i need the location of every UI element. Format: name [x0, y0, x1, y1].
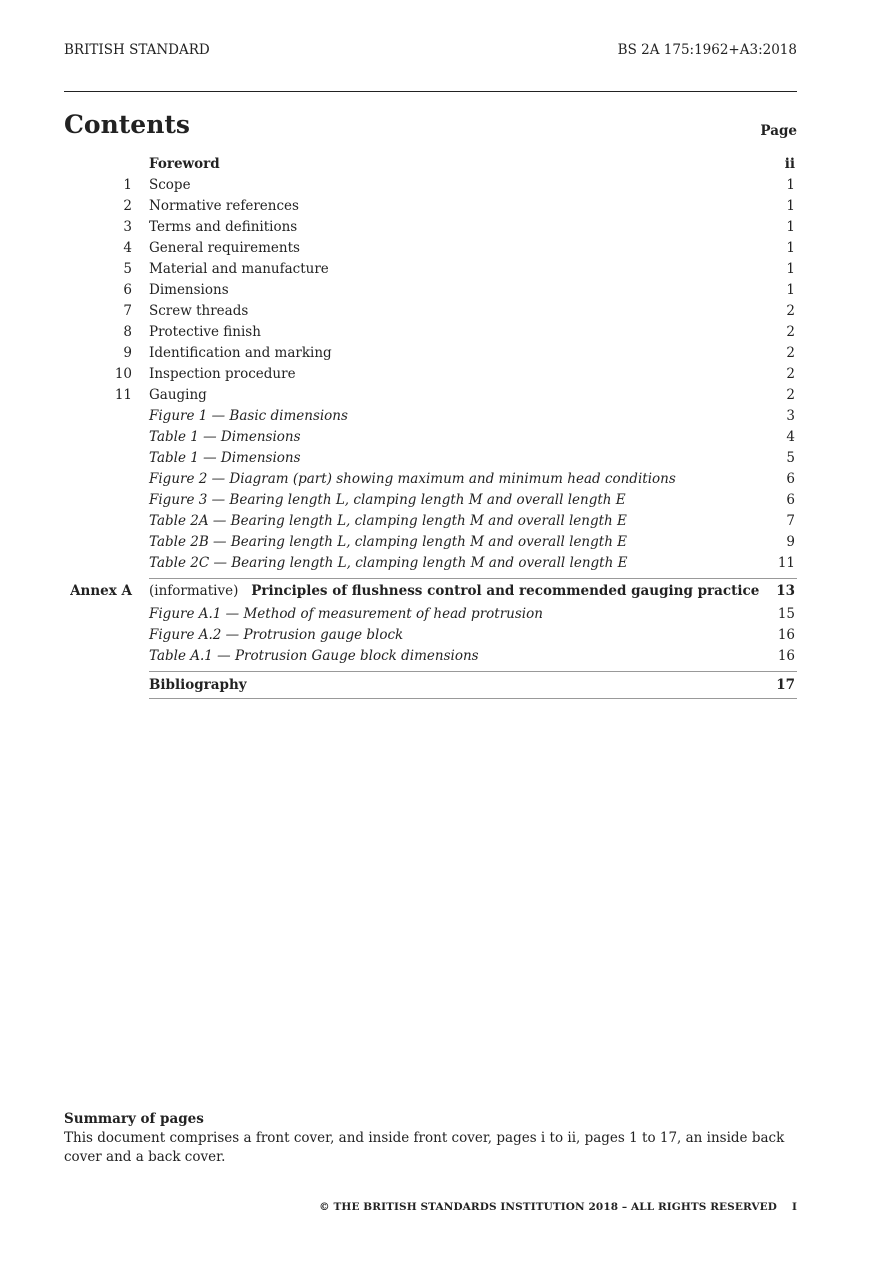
toc-number: 8	[123, 324, 132, 340]
toc-text: Screw threads	[149, 303, 249, 319]
toc-text: Scope	[149, 177, 191, 193]
toc-entry[interactable]	[64, 280, 797, 301]
toc-text: Figure 3 — Bearing length L, clamping length M and overall length E	[149, 492, 626, 508]
toc-page: 9	[786, 534, 795, 550]
toc-text: Table 2B — Bearing length L, clamping length M and overall length E	[149, 534, 628, 550]
toc-page: 1	[786, 240, 795, 256]
toc-entry-table[interactable]	[64, 427, 797, 448]
toc-text: Identification and marking	[149, 345, 332, 361]
toc-page: 2	[786, 324, 795, 340]
toc-entry[interactable]	[64, 301, 797, 322]
toc-entry-table[interactable]	[64, 646, 797, 667]
header-rule	[64, 91, 797, 92]
toc-entry-table[interactable]	[64, 511, 797, 532]
page-footer	[319, 1201, 797, 1213]
toc-page: 17	[776, 677, 795, 693]
toc-page: 1	[786, 198, 795, 214]
toc-page: 1	[786, 282, 795, 298]
toc-entry-table[interactable]	[64, 532, 797, 553]
toc-page: 2	[786, 345, 795, 361]
toc-text: Normative references	[149, 198, 299, 214]
toc-entry-annex-a[interactable]	[64, 579, 797, 604]
toc-text: Inspection procedure	[149, 366, 296, 382]
toc-text: Table 2A — Bearing length L, clamping length M and overall length E	[149, 513, 627, 529]
header-left: BRITISH STANDARD	[64, 42, 210, 58]
toc-number: 10	[114, 366, 132, 382]
toc-text: Table 2C — Bearing length L, clamping length M and overall length E	[149, 555, 628, 571]
toc-entry-bibliography[interactable]	[64, 672, 797, 698]
toc-page: ii	[784, 156, 795, 172]
toc-page: 15	[777, 606, 795, 622]
toc-page: 1	[786, 177, 795, 193]
toc-number: 1	[123, 177, 132, 193]
toc-entry[interactable]	[64, 322, 797, 343]
toc-page: 1	[786, 219, 795, 235]
toc-entry[interactable]	[64, 385, 797, 406]
toc-entry[interactable]	[64, 259, 797, 280]
header-right: BS 2A 175:1962+A3:2018	[617, 42, 797, 58]
section-divider	[149, 698, 797, 699]
toc-text: Terms and definitions	[149, 219, 298, 235]
toc-text: Material and manufacture	[149, 261, 329, 277]
summary-heading: Summary of pages	[64, 1111, 204, 1127]
toc-page: 4	[786, 429, 795, 445]
page-column-heading: Page	[760, 123, 797, 139]
toc-number: 11	[114, 387, 132, 403]
toc-page: 16	[777, 648, 795, 664]
summary-of-pages	[64, 1110, 797, 1167]
toc-page: 5	[786, 450, 795, 466]
toc-page: 11	[777, 555, 795, 571]
toc-text: Figure 2 — Diagram (part) showing maximum and minimum head conditions	[149, 471, 676, 487]
summary-text: This document comprises a front cover, and inside front cover, pages i to ii, pages 1 to 17, an inside back cover and a back cover.	[64, 1130, 785, 1165]
toc-entry-figure[interactable]	[64, 604, 797, 625]
toc-entry[interactable]	[64, 217, 797, 238]
toc-page: 6	[786, 492, 795, 508]
toc-page: 3	[786, 408, 795, 424]
toc-number: 5	[123, 261, 132, 277]
toc-text: Figure A.2 — Protrusion gauge block	[149, 627, 404, 643]
toc-entry[interactable]	[64, 238, 797, 259]
toc-text: Table A.1 — Protrusion Gauge block dimensions	[149, 648, 479, 664]
annex-type: (informative)	[149, 583, 239, 599]
toc-entry-table[interactable]	[64, 553, 797, 574]
annex-label: Annex A	[70, 583, 132, 599]
toc-page: 2	[786, 387, 795, 403]
toc-number: 2	[123, 198, 132, 214]
toc-entry-figure[interactable]	[64, 490, 797, 511]
annex-title: Principles of flushness control and recommended gauging practice	[251, 583, 760, 599]
toc-entry-table[interactable]	[64, 448, 797, 469]
toc-text: Dimensions	[149, 282, 229, 298]
toc-entry-figure[interactable]	[64, 406, 797, 427]
table-of-contents	[64, 154, 797, 699]
page-title: Contents	[64, 110, 191, 139]
toc-page: 2	[786, 366, 795, 382]
toc-number: 9	[123, 345, 132, 361]
toc-number: 4	[123, 240, 132, 256]
toc-number: 7	[123, 303, 132, 319]
toc-text: Table 1 — Dimensions	[149, 450, 301, 466]
toc-text: Bibliography	[149, 677, 247, 693]
toc-page: 6	[786, 471, 795, 487]
toc-text: Gauging	[149, 387, 207, 403]
toc-number: 3	[123, 219, 132, 235]
toc-page: 13	[776, 583, 795, 599]
toc-text: Foreword	[149, 156, 220, 172]
copyright-notice: © THE BRITISH STANDARDS INSTITUTION 2018 – ALL RIGHTS RESERVED	[319, 1201, 777, 1213]
toc-page: 7	[786, 513, 795, 529]
toc-entry-figure[interactable]	[64, 469, 797, 490]
toc-number: 6	[123, 282, 132, 298]
toc-text: Figure 1 — Basic dimensions	[149, 408, 348, 424]
toc-entry[interactable]	[64, 196, 797, 217]
page-number: I	[791, 1201, 797, 1213]
toc-text: Protective finish	[149, 324, 261, 340]
toc-entry-foreword[interactable]	[64, 154, 797, 175]
toc-page: 2	[786, 303, 795, 319]
toc-page: 16	[777, 627, 795, 643]
toc-entry-figure[interactable]	[64, 625, 797, 646]
toc-text: Figure A.1 — Method of measurement of head protrusion	[149, 606, 543, 622]
toc-entry[interactable]	[64, 175, 797, 196]
toc-entry[interactable]	[64, 364, 797, 385]
annex-heading	[149, 579, 759, 604]
toc-entry[interactable]	[64, 343, 797, 364]
toc-text: Table 1 — Dimensions	[149, 429, 301, 445]
toc-page: 1	[786, 261, 795, 277]
toc-text: General requirements	[149, 240, 300, 256]
